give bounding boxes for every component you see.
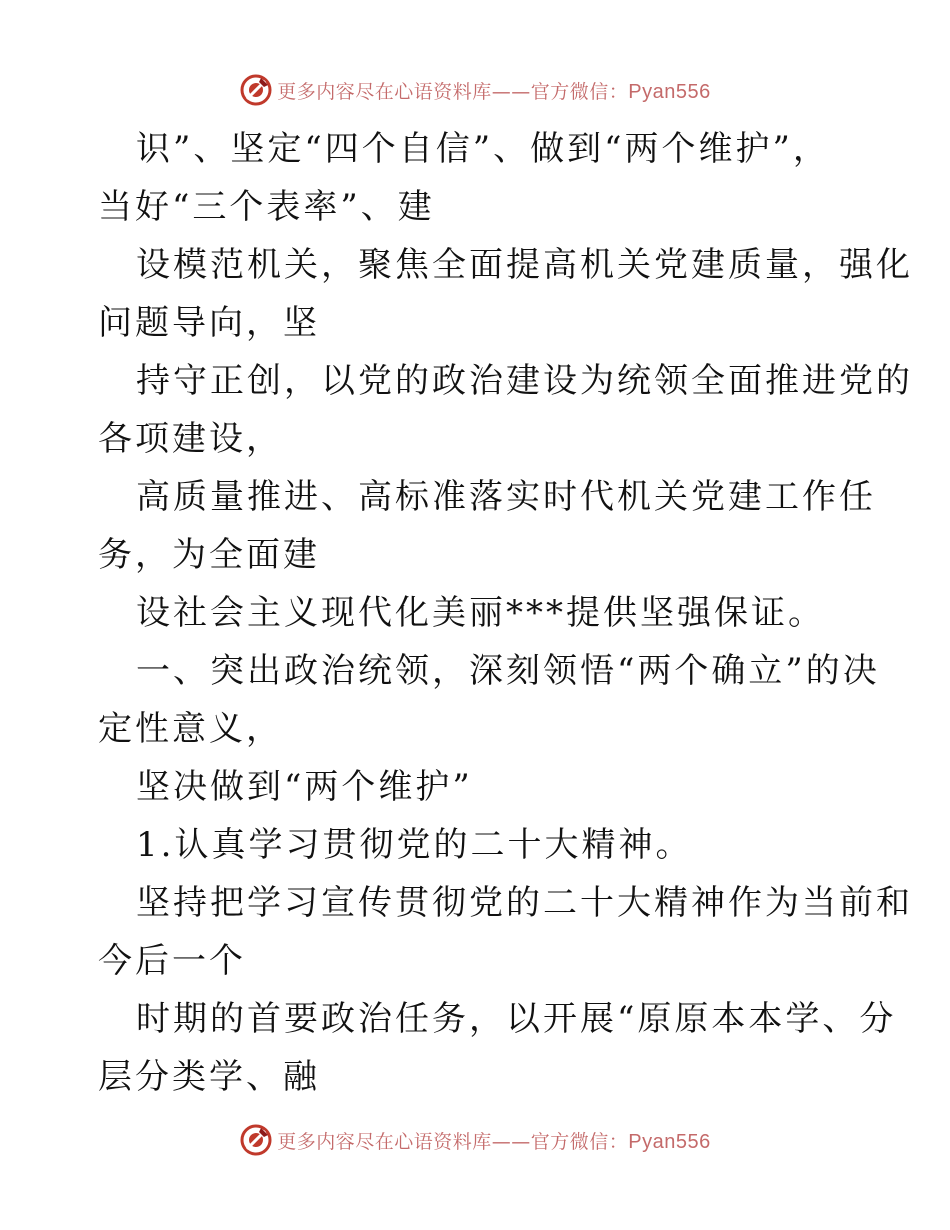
text-line: 时期的首要政治任务，以开展“原原本本学、分 <box>136 999 897 1039</box>
text-line: 持守正创，以党的政治建设为统领全面推进党的 <box>136 361 913 401</box>
text-line: 识”、坚定“四个自信”、做到“两个维护”， <box>136 129 830 169</box>
footer-watermark <box>0 1120 950 1160</box>
logo-icon <box>239 1123 273 1157</box>
text-line: 今后一个 <box>98 941 246 981</box>
text-line: 层分类学、融 <box>98 1057 320 1097</box>
watermark-text: 更多内容尽在心语资料库——官方微信：Pyan556 <box>277 80 711 103</box>
text-line: 当好“三个表率”、建 <box>98 187 435 227</box>
text-line: 坚持把学习宣传贯彻党的二十大精神作为当前和 <box>136 883 913 923</box>
section-heading-line: 坚决做到“两个维护” <box>136 767 473 807</box>
text-line: 高质量推进、高标准落实时代机关党建工作任 <box>136 477 876 517</box>
document-body <box>98 120 913 1106</box>
logo-icon <box>239 73 273 107</box>
subheading-line: 1.认真学习贯彻党的二十大精神。 <box>136 825 693 865</box>
watermark-text: 更多内容尽在心语资料库——官方微信：Pyan556 <box>277 1130 711 1153</box>
section-heading-line: 定性意义， <box>98 709 283 749</box>
text-line: 务，为全面建 <box>98 535 320 575</box>
text-line: 问题导向，坚 <box>98 303 320 343</box>
text-line: 设模范机关，聚焦全面提高机关党建质量，强化 <box>136 245 913 285</box>
text-line: 各项建设， <box>98 419 283 459</box>
section-heading-line: 一、突出政治统领，深刻领悟“两个确立”的决 <box>136 651 880 691</box>
text-line: 设社会主义现代化美丽***提供坚强保证。 <box>136 593 825 633</box>
header-watermark <box>0 70 950 110</box>
